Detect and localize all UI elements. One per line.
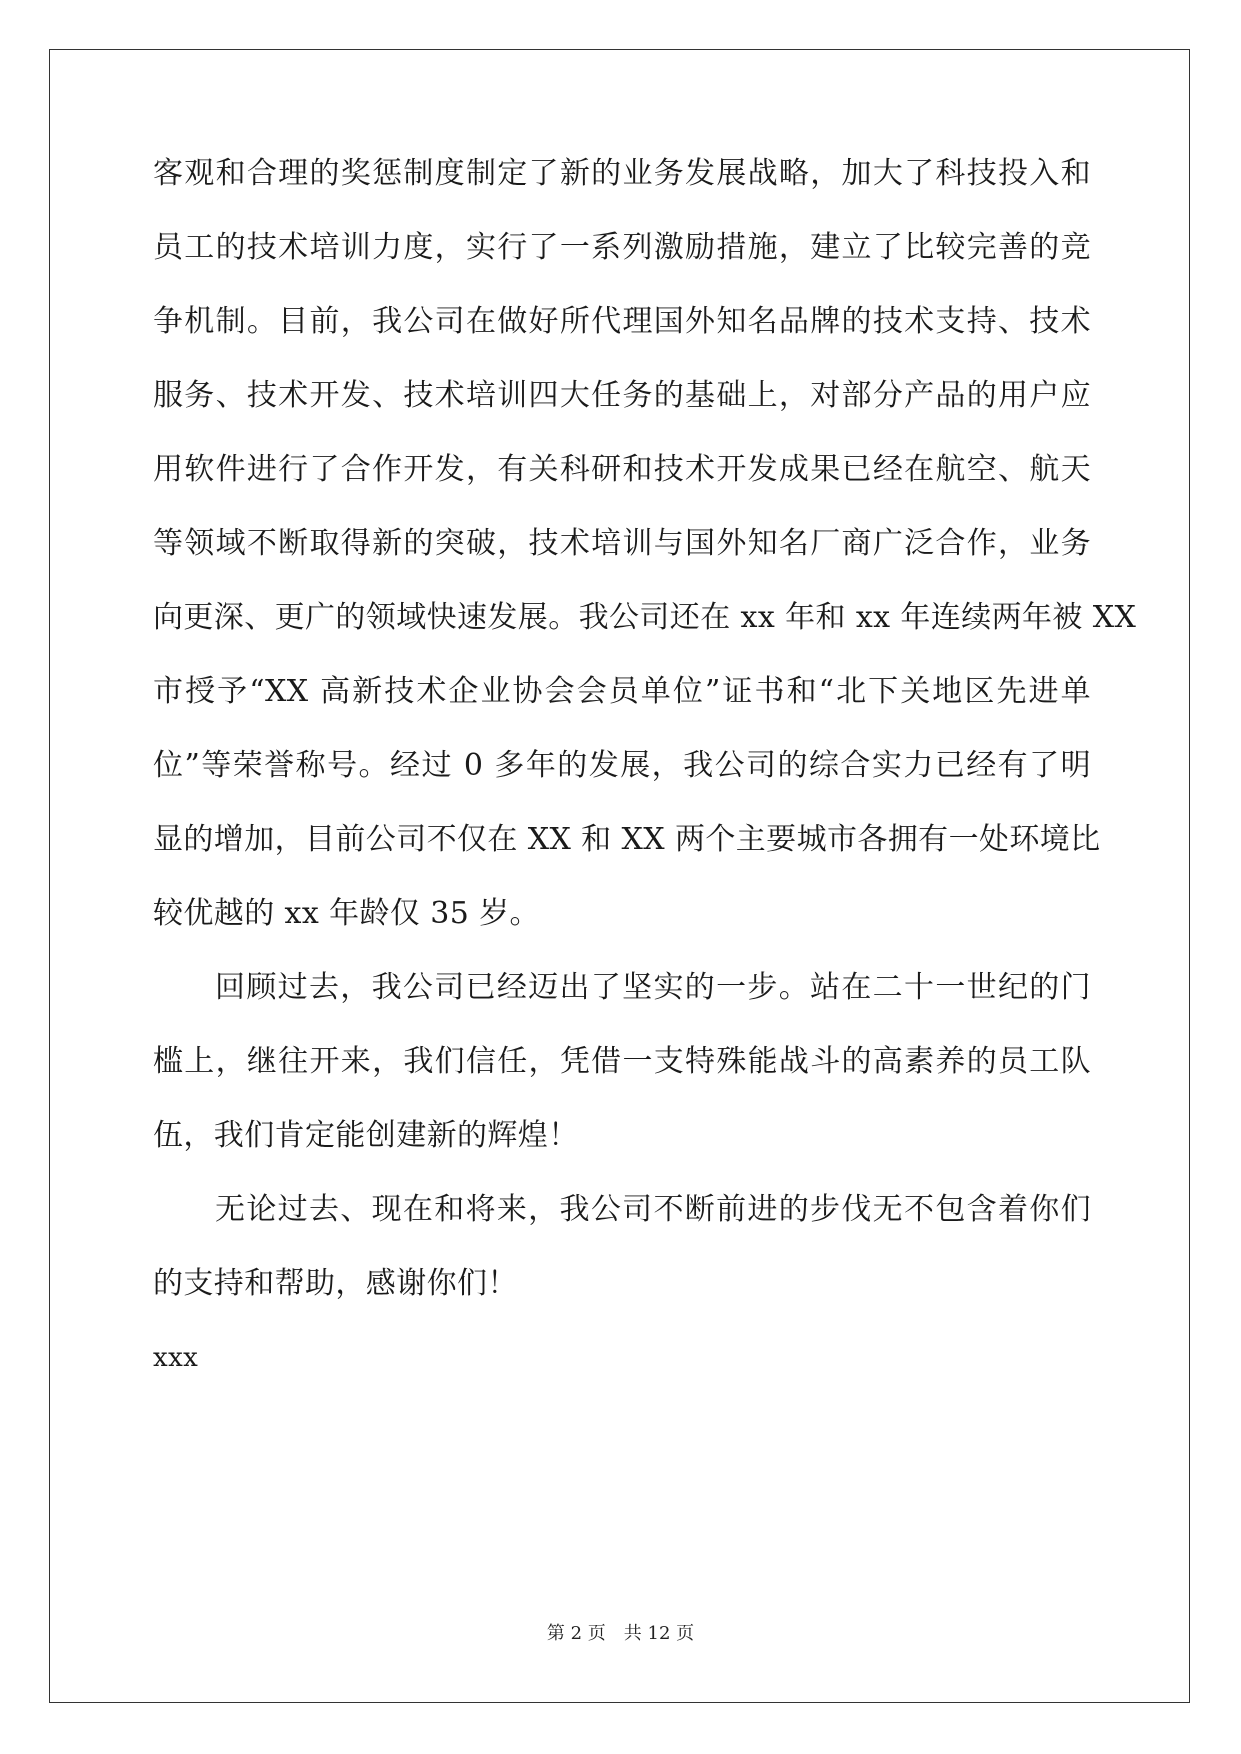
paragraph-line: 槛上，继往开来，我们信任，凭借一支特殊能战斗的高素养的员工队 [153,1044,1091,1079]
paragraph-line: 向更深、更广的领域快速发展。我公司还在 xx 年和 xx 年连续两年被 XX [153,600,1137,635]
paragraph-line: 回顾过去，我公司已经迈出了坚实的一步。站在二十一世纪的门 [215,970,1091,1005]
paragraph-line: 等领域不断取得新的突破，技术培训与国外知名厂商广泛合作，业务 [153,526,1091,561]
paragraph-line: 客观和合理的奖惩制度制定了新的业务发展战略，加大了科技投入和 [153,156,1091,191]
paragraph-line: 用软件进行了合作开发，有关科研和技术开发成果已经在航空、航天 [153,452,1091,487]
paragraph-line: 争机制。目前，我公司在做好所代理国外知名品牌的技术支持、技术 [153,304,1091,339]
paragraph-line: 显的增加，目前公司不仅在 XX 和 XX 两个主要城市各拥有一处环境比 [153,822,1101,857]
paragraph-line: 较优越的 xx 年龄仅 35 岁。 [153,896,540,931]
page-border [49,49,1190,1703]
paragraph-line: 员工的技术培训力度，实行了一系列激励措施，建立了比较完善的竞 [153,230,1091,265]
paragraph-line: 位”等荣誉称号。经过 0 多年的发展，我公司的综合实力已经有了明 [153,748,1091,783]
paragraph-line: 伍，我们肯定能创建新的辉煌！ [153,1118,579,1153]
signature: xxx [153,1343,199,1373]
paragraph-line: 无论过去、现在和将来，我公司不断前进的步伐无不包含着你们 [215,1192,1091,1227]
paragraph-line: 市授予“XX 高新技术企业协会会员单位”证书和“北下关地区先进单 [153,674,1091,709]
page-number-footer: 第 2 页 共 12 页 [546,1623,695,1644]
paragraph-line: 服务、技术开发、技术培训四大任务的基础上，对部分产品的用户应 [153,378,1091,413]
paragraph-line: 的支持和帮助，感谢你们！ [153,1266,518,1301]
